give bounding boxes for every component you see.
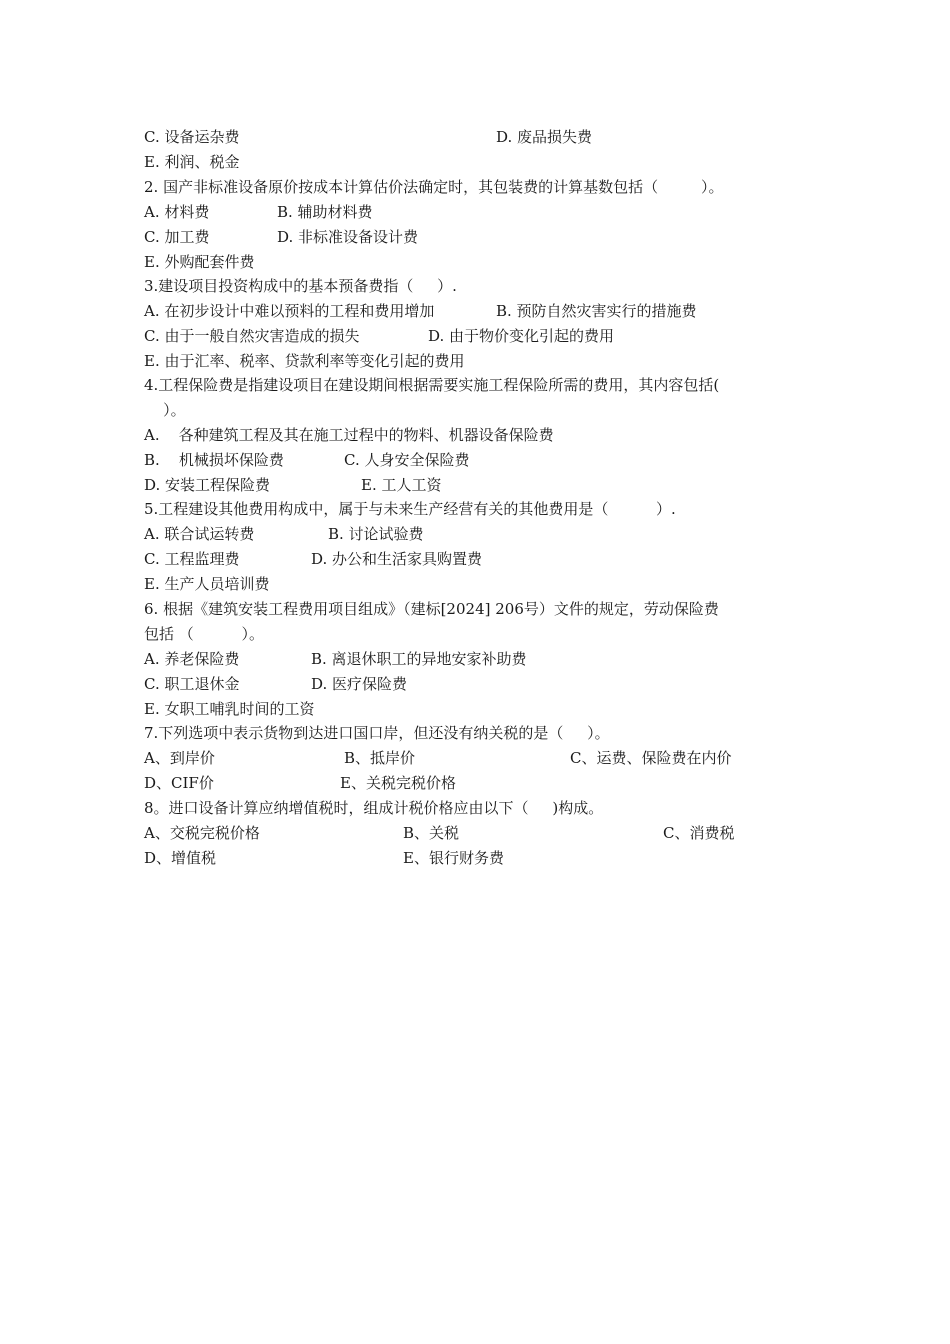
question-4-options-de	[144, 473, 442, 497]
question-text: 4.工程保险费是指建设项目在建设期间根据需要实施工程保险所需的费用，其内容包括(	[144, 376, 720, 394]
option-a: A. 联合试运转费	[144, 525, 255, 543]
option-c: C、消费税	[663, 824, 735, 842]
option-d: D、CIF价	[144, 774, 214, 792]
question-6-options-ab	[144, 647, 527, 671]
option-b: B. 讨论试验费	[328, 525, 424, 543]
question-6-options-cd	[144, 672, 408, 696]
question-5-text	[144, 497, 676, 521]
question-3-options-cd	[144, 324, 615, 348]
option-a: A. 各种建筑工程及其在施工过程中的物料、机器设备保险费	[144, 426, 554, 444]
option-a: A. 材料费	[144, 203, 210, 221]
question-7-text	[144, 721, 610, 745]
option-b: B、关税	[403, 824, 460, 842]
question-6-text	[144, 597, 719, 621]
question-4-option-a	[144, 423, 554, 447]
question-text: 包括 （ ）。	[144, 625, 264, 643]
question-6-text-continued	[144, 622, 264, 646]
option-e: E. 外购配套件费	[144, 253, 255, 271]
option-e: E. 生产人员培训费	[144, 575, 270, 593]
question-5-options-ab	[144, 522, 424, 546]
question-8-options-de	[144, 846, 504, 870]
question-1-option-e	[144, 150, 240, 174]
question-8-options-abc	[144, 821, 735, 845]
question-1-options-cd	[144, 125, 593, 149]
question-2-options-ab	[144, 200, 373, 224]
question-3-options-ab	[144, 299, 697, 323]
option-c: C、运费、保险费在内价	[570, 749, 732, 767]
option-b: B. 预防自然灾害实行的措施费	[496, 302, 697, 320]
option-d: D. 非标准设备设计费	[277, 228, 419, 246]
question-text: 3.建设项目投资构成中的基本预备费指（ ）.	[144, 277, 457, 295]
option-e: E、银行财务费	[403, 849, 504, 867]
option-d: D. 医疗保险费	[311, 675, 408, 693]
question-2-options-cd	[144, 225, 419, 249]
option-d: D. 办公和生活家具购置费	[311, 550, 483, 568]
option-d: D. 安装工程保险费	[144, 476, 271, 494]
option-c: C. 人身安全保险费	[344, 451, 470, 469]
option-d: D. 由于物价变化引起的费用	[428, 327, 615, 345]
question-2-option-e	[144, 250, 255, 274]
option-e: E. 工人工资	[361, 476, 442, 494]
option-d: D. 废品损失费	[496, 128, 593, 146]
option-e: E. 由于汇率、税率、贷款利率等变化引起的费用	[144, 352, 465, 370]
option-a: A. 在初步设计中难以预料的工程和费用增加	[144, 302, 435, 320]
question-6-option-e	[144, 697, 315, 721]
question-text: 6. 根据《建筑安装工程费用项目组成》（建标[2024] 206号）文件的规定，劳动保险费	[144, 600, 719, 618]
option-c: C. 由于一般自然灾害造成的损失	[144, 327, 360, 345]
option-e: E. 女职工哺乳时间的工资	[144, 700, 315, 718]
option-c: C. 设备运杂费	[144, 128, 240, 146]
question-4-text	[144, 373, 720, 397]
option-b: B. 机械损坏保险费	[144, 451, 284, 469]
option-e: E、关税完税价格	[340, 774, 456, 792]
question-7-options-de	[144, 771, 456, 795]
question-3-option-e	[144, 349, 465, 373]
option-b: B. 离退休职工的异地安家补助费	[311, 650, 527, 668]
question-5-options-cd	[144, 547, 483, 571]
question-text: 8。进口设备计算应纳增值税时，组成计税价格应由以下（ )构成。	[144, 799, 604, 817]
question-5-option-e	[144, 572, 270, 596]
option-d: D、增值税	[144, 849, 217, 867]
question-text: 7.下列选项中表示货物到达进口国口岸，但还没有纳关税的是（ ）。	[144, 724, 610, 742]
question-text: 2. 国产非标准设备原价按成本计算估价法确定时，其包装费的计算基数包括（ ）。	[144, 178, 724, 196]
option-c: C. 职工退休金	[144, 675, 240, 693]
question-text: ）。	[144, 401, 186, 419]
option-b: B、抵岸价	[344, 749, 416, 767]
question-3-text	[144, 274, 457, 298]
option-a: A、到岸价	[144, 749, 215, 767]
question-4-text-continued	[144, 398, 186, 422]
option-c: C. 加工费	[144, 228, 210, 246]
option-a: A、交税完税价格	[144, 824, 260, 842]
option-c: C. 工程监理费	[144, 550, 240, 568]
question-7-options-abc	[144, 746, 732, 770]
option-a: A. 养老保险费	[144, 650, 240, 668]
question-4-options-bc	[144, 448, 470, 472]
question-text: 5.工程建设其他费用构成中，属于与未来生产经营有关的其他费用是（ ）.	[144, 500, 676, 518]
question-8-text	[144, 796, 604, 820]
option-e: E. 利润、税金	[144, 153, 240, 171]
option-b: B. 辅助材料费	[277, 203, 373, 221]
question-2-text	[144, 175, 724, 199]
